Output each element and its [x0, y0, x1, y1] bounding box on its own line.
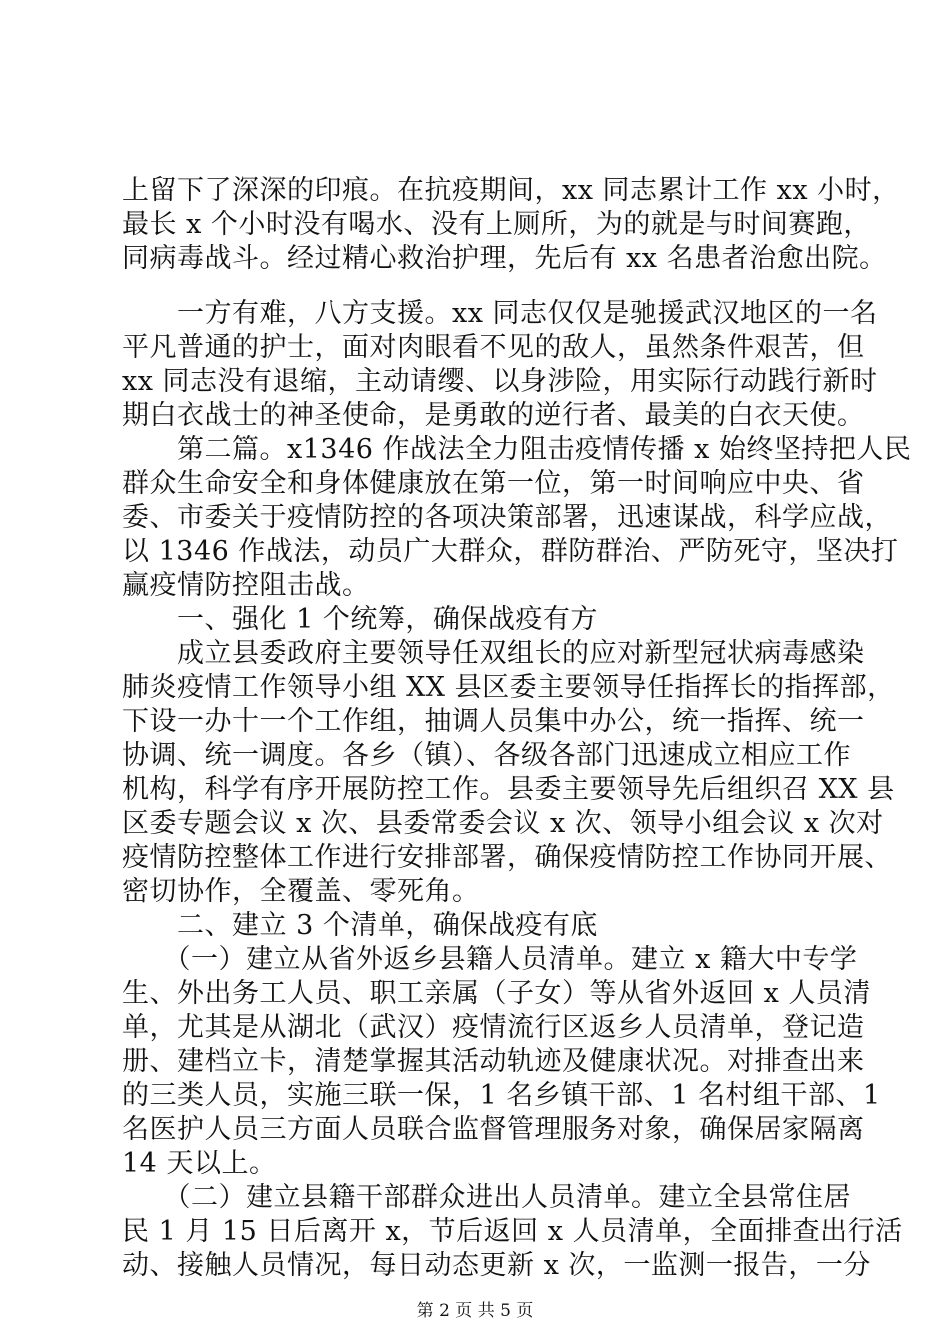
body-text-line: 密切协作，全覆盖、零死角。	[122, 876, 480, 907]
body-text-line: 成立县委政府主要领导任双组长的应对新型冠状病毒感染	[122, 638, 865, 669]
body-text-line: 动、接触人员情况，每日动态更新 x 次，一监测一报告，一分	[122, 1250, 871, 1281]
body-text-line: （二）建立县籍干部群众进出人员清单。建立全县常住居	[122, 1182, 851, 1213]
body-text-line: 区委专题会议 x 次、县委常委会议 x 次、领导小组会议 x 次对	[122, 808, 884, 839]
body-text-line: 名医护人员三方面人员联合监督管理服务对象，确保居家隔离	[122, 1114, 865, 1145]
body-text-line: 下设一办十一个工作组，抽调人员集中办公，统一指挥、统一	[122, 706, 865, 737]
body-text-line: 一方有难，八方支援。xx 同志仅仅是驰援武汉地区的一名	[122, 298, 878, 329]
body-text-line: 疫情防控整体工作进行安排部署，确保疫情防控工作协同开展、	[122, 842, 892, 873]
body-text-line: 生、外出务工人员、职工亲属（子女）等从省外返回 x 人员清	[122, 978, 871, 1009]
body-text-line: （一）建立从省外返乡县籍人员清单。建立 x 籍大中专学	[122, 944, 858, 975]
section-heading: 二、建立 3 个清单，确保战疫有底	[122, 910, 598, 941]
body-text-line: 协调、统一调度。各乡（镇）、各级各部门迅速成立相应工作	[122, 740, 851, 771]
body-text-line: 14 天以上。	[122, 1148, 277, 1179]
body-text-line: 上留下了深深的印痕。在抗疫期间，xx 同志累计工作 xx 小时，	[122, 175, 900, 206]
body-text-line: 赢疫情防控阻击战。	[122, 570, 370, 601]
body-text-line: 册、建档立卡，清楚掌握其活动轨迹及健康状况。对排查出来	[122, 1046, 865, 1077]
body-text-line: 同病毒战斗。经过精心救治护理，先后有 xx 名患者治愈出院。	[122, 243, 887, 274]
body-text-line: 期白衣战士的神圣使命，是勇敢的逆行者、最美的白衣天使。	[122, 400, 865, 431]
body-text-line: 肺炎疫情工作领导小组 XX 县区委主要领导任指挥长的指挥部，	[122, 672, 895, 703]
body-text-line: 平凡普通的护士，面对肉眼看不见的敌人，虽然条件艰苦，但	[122, 332, 865, 363]
section-heading: 一、强化 1 个统筹，确保战疫有方	[122, 604, 598, 635]
body-text-line: 群众生命安全和身体健康放在第一位，第一时间响应中央、省	[122, 468, 865, 499]
body-text-line: xx 同志没有退缩，主动请缨、以身涉险，用实际行动践行新时	[122, 366, 878, 397]
body-text-line: 第二篇。x1346 作战法全力阻击疫情传播 x 始终坚持把人民	[122, 434, 912, 465]
body-text-line: 机构，科学有序开展防控工作。县委主要领导先后组织召 XX 县	[122, 774, 895, 805]
page-footer: 第 2 页 共 5 页	[416, 1301, 534, 1321]
body-text-line: 最长 x 个小时没有喝水、没有上厕所，为的就是与时间赛跑，	[122, 209, 871, 240]
body-text-line: 单，尤其是从湖北（武汉）疫情流行区返乡人员清单，登记造	[122, 1012, 865, 1043]
body-text-line: 以 1346 作战法，动员广大群众，群防群治、严防死守，坚决打	[122, 536, 899, 567]
body-text-line: 民 1 月 15 日后离开 x，节后返回 x 人员清单，全面排查出行活	[122, 1216, 903, 1247]
body-text-line: 的三类人员，实施三联一保，1 名乡镇干部、1 名村组干部、1	[122, 1080, 881, 1111]
body-text-line: 委、市委关于疫情防控的各项决策部署，迅速谋战，科学应战，	[122, 502, 892, 533]
